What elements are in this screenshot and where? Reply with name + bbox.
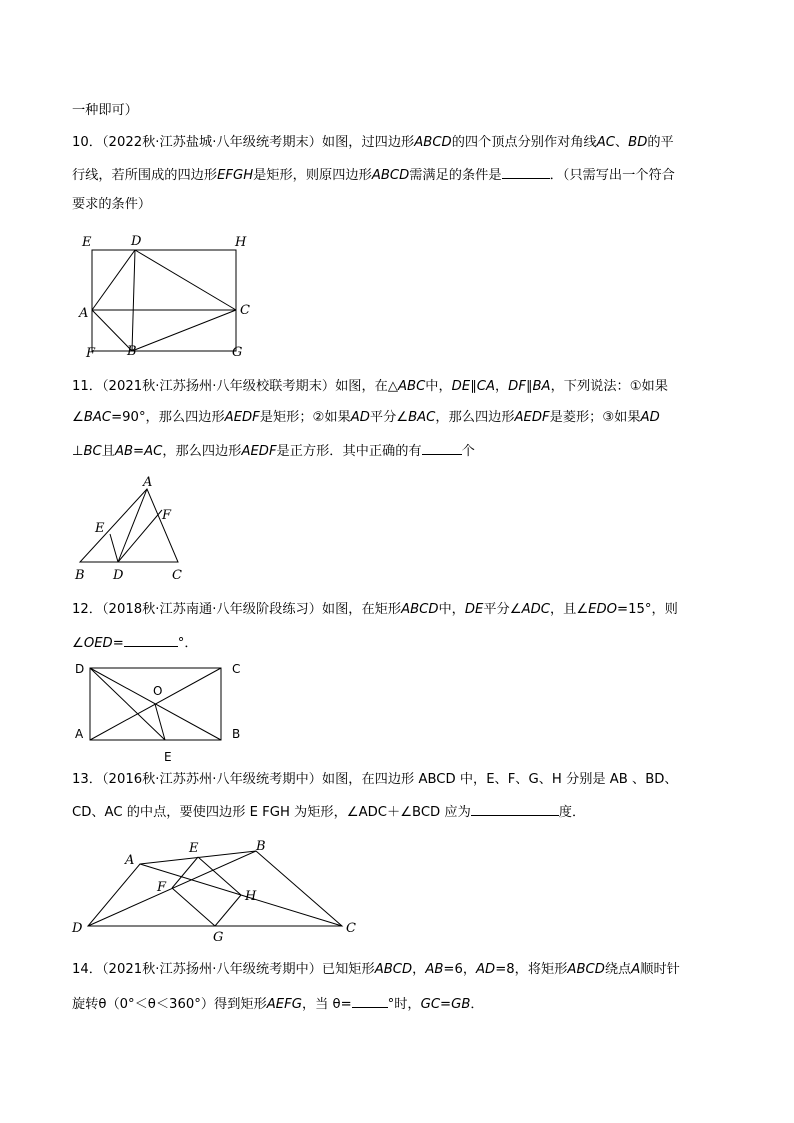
q13-line-2: CD、AC 的中点，要使四边形 E FGH 为矩形，∠ADC＋∠BCD 应为 度． bbox=[72, 801, 585, 823]
q12-line-1: 12．（2018秋·江苏南通·八年级阶段练习）如图，在矩形ABCD中，DE平分∠ADC，且∠EDO=15°，则 bbox=[72, 602, 678, 617]
label-f: F bbox=[162, 508, 172, 523]
segment-cb bbox=[132, 310, 236, 351]
segment-df bbox=[118, 510, 162, 562]
segment-dc bbox=[135, 250, 236, 310]
q11-line-2: ∠BAC=90°，那么四边形AEDF是矩形；②如果AD平分∠BAC，那么四边形AEDF是菱形；③如果AD bbox=[72, 410, 660, 425]
label-f: F bbox=[86, 346, 96, 361]
q11-line-1: 11．（2021秋·江苏扬州·八年级校联考期末）如图，在△ABC中，DE∥CA，DF∥BA，下列说法：①如果 bbox=[72, 379, 668, 394]
q12-figure bbox=[72, 658, 252, 768]
label-c: C bbox=[346, 921, 356, 936]
q10-line-3: 要求的条件） bbox=[72, 197, 152, 212]
q11-line-3: ⊥BC且AB=AC，那么四边形AEDF是正方形．其中正确的有 个 bbox=[72, 440, 475, 462]
q14-line-1: 14．（2021秋·江苏扬州·八年级统考期中）已知矩形ABCD，AB=6，AD=8，将矩形ABCD绕点A顺时针 bbox=[72, 962, 680, 977]
segment-de bbox=[110, 534, 118, 562]
q13-line-1: 13．（2016秋·江苏苏州·八年级统考期中）如图，在四边形 ABCD 中，E、F、G、H 分别是 AB 、BD、 bbox=[72, 772, 678, 787]
label-h: H bbox=[235, 235, 247, 250]
segment-ba bbox=[92, 310, 132, 351]
segment-ef bbox=[172, 857, 198, 888]
label-g: G bbox=[213, 930, 224, 945]
q10-figure bbox=[72, 230, 272, 365]
label-c: C bbox=[172, 568, 182, 583]
segment-he bbox=[198, 857, 241, 895]
continuation-text: 一种即可） bbox=[72, 103, 138, 118]
label-b: B bbox=[256, 839, 266, 854]
label-b: B bbox=[232, 727, 241, 741]
label-d: D bbox=[72, 921, 83, 936]
label-c: C bbox=[232, 662, 241, 676]
segment-ad bbox=[118, 489, 147, 562]
label-d: D bbox=[113, 568, 124, 583]
label-b: B bbox=[75, 568, 85, 583]
label-a: A bbox=[79, 306, 89, 321]
segment-de bbox=[90, 668, 165, 740]
label-f: F bbox=[157, 880, 167, 895]
label-e: E bbox=[82, 235, 92, 250]
label-d: D bbox=[131, 234, 142, 249]
label-c: C bbox=[240, 303, 250, 318]
q13-figure bbox=[72, 836, 372, 944]
label-d: D bbox=[75, 662, 85, 676]
label-g: G bbox=[232, 345, 243, 360]
label-h: H bbox=[245, 889, 257, 904]
segment-ad bbox=[92, 250, 135, 310]
rectangle-efgh bbox=[92, 250, 236, 351]
answer-blank[interactable] bbox=[124, 632, 178, 647]
label-o: O bbox=[153, 684, 163, 698]
answer-blank[interactable] bbox=[422, 440, 462, 455]
q14-line-2: 旋转θ（0°＜θ＜360°）得到矩形AEFG，当 θ= °时，GC=GB． bbox=[72, 993, 484, 1015]
q11-figure bbox=[72, 472, 202, 584]
diagonal-bd bbox=[132, 250, 135, 351]
answer-blank[interactable] bbox=[502, 164, 550, 179]
segment-fg bbox=[172, 888, 215, 926]
label-a: A bbox=[143, 475, 153, 490]
label-b: B bbox=[127, 344, 137, 359]
label-a: A bbox=[75, 727, 84, 741]
label-a: A bbox=[125, 853, 135, 868]
label-e: E bbox=[189, 841, 199, 856]
label-e: E bbox=[164, 750, 172, 764]
segment-gh bbox=[215, 895, 241, 926]
label-e: E bbox=[95, 521, 105, 536]
q10-line-2: 行线，若所围成的四边形EFGH是矩形，则原四边形ABCD需满足的条件是 ．（只需写出一个符合 bbox=[72, 164, 675, 186]
answer-blank[interactable] bbox=[471, 801, 559, 816]
answer-blank[interactable] bbox=[352, 993, 388, 1008]
q10-line-1: 10．（2022秋·江苏盐城·八年级统考期末）如图，过四边形ABCD的四个顶点分别作对角线AC、BD的平 bbox=[72, 135, 674, 150]
q12-line-2: ∠OED= °． bbox=[72, 632, 198, 654]
